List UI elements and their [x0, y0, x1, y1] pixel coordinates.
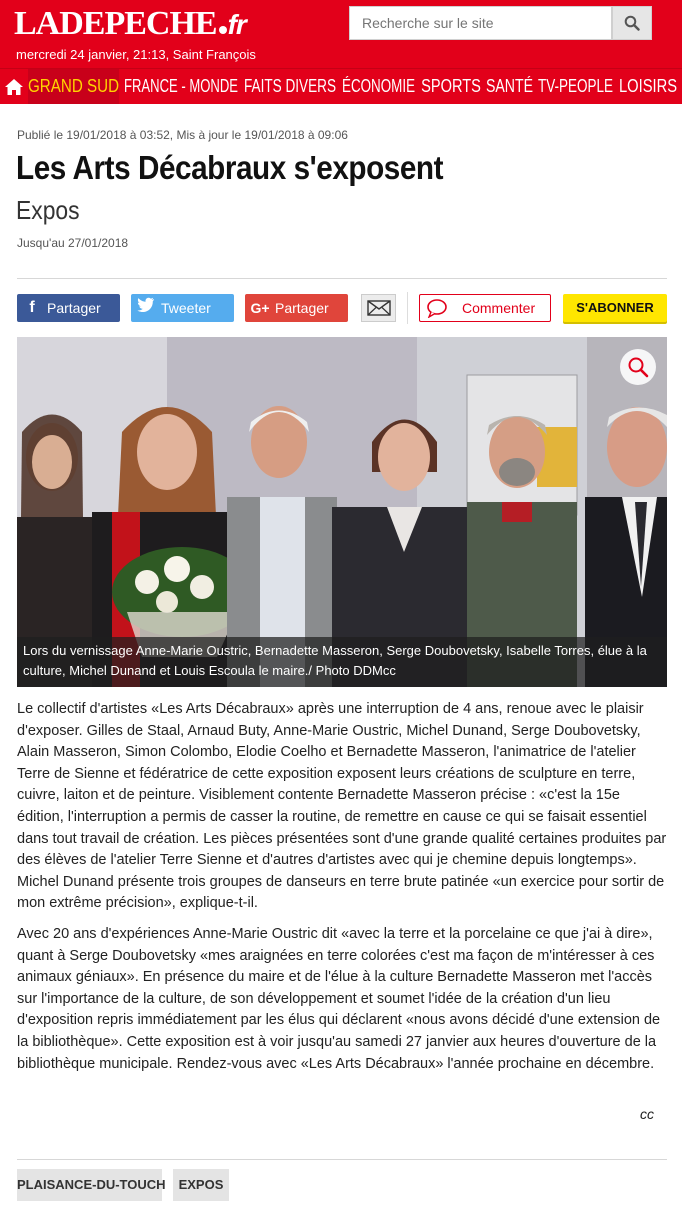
site-header: [0, 0, 682, 68]
publish-meta: Publié le 19/01/2018 à 03:52, Mis à jour le 19/01/2018 à 09:06: [17, 128, 348, 142]
logo-suffix-text: fr: [227, 9, 246, 40]
event-until-date: Jusqu'au 27/01/2018: [17, 236, 129, 250]
home-icon: [4, 78, 24, 96]
article-category: Expos: [16, 195, 80, 225]
facebook-icon: f: [29, 299, 35, 316]
email-share-button[interactable]: [361, 294, 396, 322]
facebook-share-label: Partager: [47, 300, 101, 316]
twitter-share-button[interactable]: [131, 294, 234, 322]
article-paragraph-2: Avec 20 ans d'expériences Anne-Marie Oustric dit «avec la terre et la porcelaine ce que j'ai à dire», quant à Serge Doubovetsky «mes araignées en terre colorées c'est ma façon de m'intéresser à ces animaux géniaux». En présence du maire et de l'élue à la culture Bernadette Masseron met l'accès sur l'importance de la culture, de son développement et soumet l'idée de la création d'un lieu d'exposition repris immédiatement par les élus qui déclarent «nous avons décidé d'une extension de la bibliothèque». Cette exposition est à voir jusqu'au samedi 27 janvier aux heures d'ouverture de la bibliothèque municipale. Rendez-vous avec «Les Arts Décabraux» l'année prochaine en décembre.: [17, 926, 661, 1072]
nav-item-tv-people[interactable]: TV-PEOPLE: [538, 76, 614, 96]
googleplus-icon: G+: [250, 300, 270, 316]
search-button[interactable]: [612, 6, 652, 40]
logo-dot: [219, 26, 227, 34]
subscribe-button[interactable]: S'ABONNER: [563, 294, 667, 322]
article-photo[interactable]: [17, 337, 667, 687]
nav-item-france-monde[interactable]: FRANCE - MONDE: [124, 76, 238, 96]
nav-item-grand-sud[interactable]: GRAND SUD: [28, 69, 119, 104]
nav-item-loisirs[interactable]: LOISIRS: [619, 76, 678, 96]
comment-bubble-icon: [426, 298, 448, 318]
tag-plaisance-du-touch[interactable]: PLAISANCE-DU-TOUCH: [17, 1169, 162, 1201]
nav-item-economie[interactable]: ÉCONOMIE: [342, 76, 416, 96]
googleplus-share-button[interactable]: [245, 294, 348, 322]
article-title: Les Arts Décabraux s'exposent: [16, 149, 444, 186]
envelope-icon: [367, 300, 391, 316]
divider: [17, 1159, 667, 1160]
divider: [17, 278, 667, 279]
facebook-share-button[interactable]: [17, 294, 120, 322]
googleplus-share-label: Partager: [275, 300, 329, 316]
site-logo[interactable]: [14, 4, 246, 45]
twitter-share-label: Tweeter: [161, 300, 211, 316]
article-paragraph-1: Le collectif d'artistes «Les Arts Décabraux» après une interruption de 4 ans, renoue avec le plaisir d'exposer. Gilles de Staal, Arnaud Buty, Anne-Marie Oustric, Michel Dunand, Serge Doubovetsky, Alain Masseron, Simon Colombo, Elodie Coelho et Bernadette Masseron, l'animatrice de l'atelier Terre de Sienne et fédératrice de cette exposition exposent leurs créations de sculpture en terre, cuivre, laiton et de peinture. Visiblement contente Bernadette Masseron précise : «c'est la 15e édition, l'interruption a permis de casser la routine, de remettre en cause ce qui se faisait essentiel dans tout travail de création. Les pièces présentées sont d'une grande qualité certaines produites par des élèves de l'atelier Terre Sienne et d'autres d'artistes avec qui je chemine depuis longtemps». Michel Dunand présente trois groupes de danseurs en terre brute patinée «un exercice pour sortir de mon extrême précision», explique-t-il.: [17, 701, 667, 912]
logo-main-text: LADEPECHE: [14, 5, 217, 42]
nav-home-button[interactable]: [0, 69, 28, 104]
magnifier-icon: [627, 356, 649, 378]
main-nav: [0, 68, 682, 104]
share-separator: [407, 292, 408, 324]
nav-item-faits-divers[interactable]: FAITS DIVERS: [244, 76, 337, 96]
zoom-button[interactable]: [620, 349, 656, 385]
vernissage-photo: [17, 337, 667, 687]
comment-button[interactable]: [419, 294, 551, 322]
tag-expos[interactable]: EXPOS: [173, 1169, 229, 1201]
search-input[interactable]: [349, 6, 612, 40]
comment-label: Commenter: [462, 300, 536, 316]
photo-caption: Lors du vernissage Anne-Marie Oustric, Bernadette Masseron, Serge Doubovetsky, Isabelle Torres, élue à la culture, Michel Dunand et Louis Escoula le maire./ Photo DDMcc: [17, 637, 667, 687]
twitter-bird-icon: [131, 294, 161, 322]
nav-item-sports[interactable]: SPORTS: [421, 76, 481, 96]
search-icon: [624, 15, 640, 31]
author-signature: cc: [640, 1106, 654, 1122]
nav-item-sante[interactable]: SANTÉ: [486, 76, 533, 96]
article-panel: [0, 104, 682, 1218]
dateline: mercredi 24 janvier, 21:13, Saint François: [16, 47, 256, 62]
